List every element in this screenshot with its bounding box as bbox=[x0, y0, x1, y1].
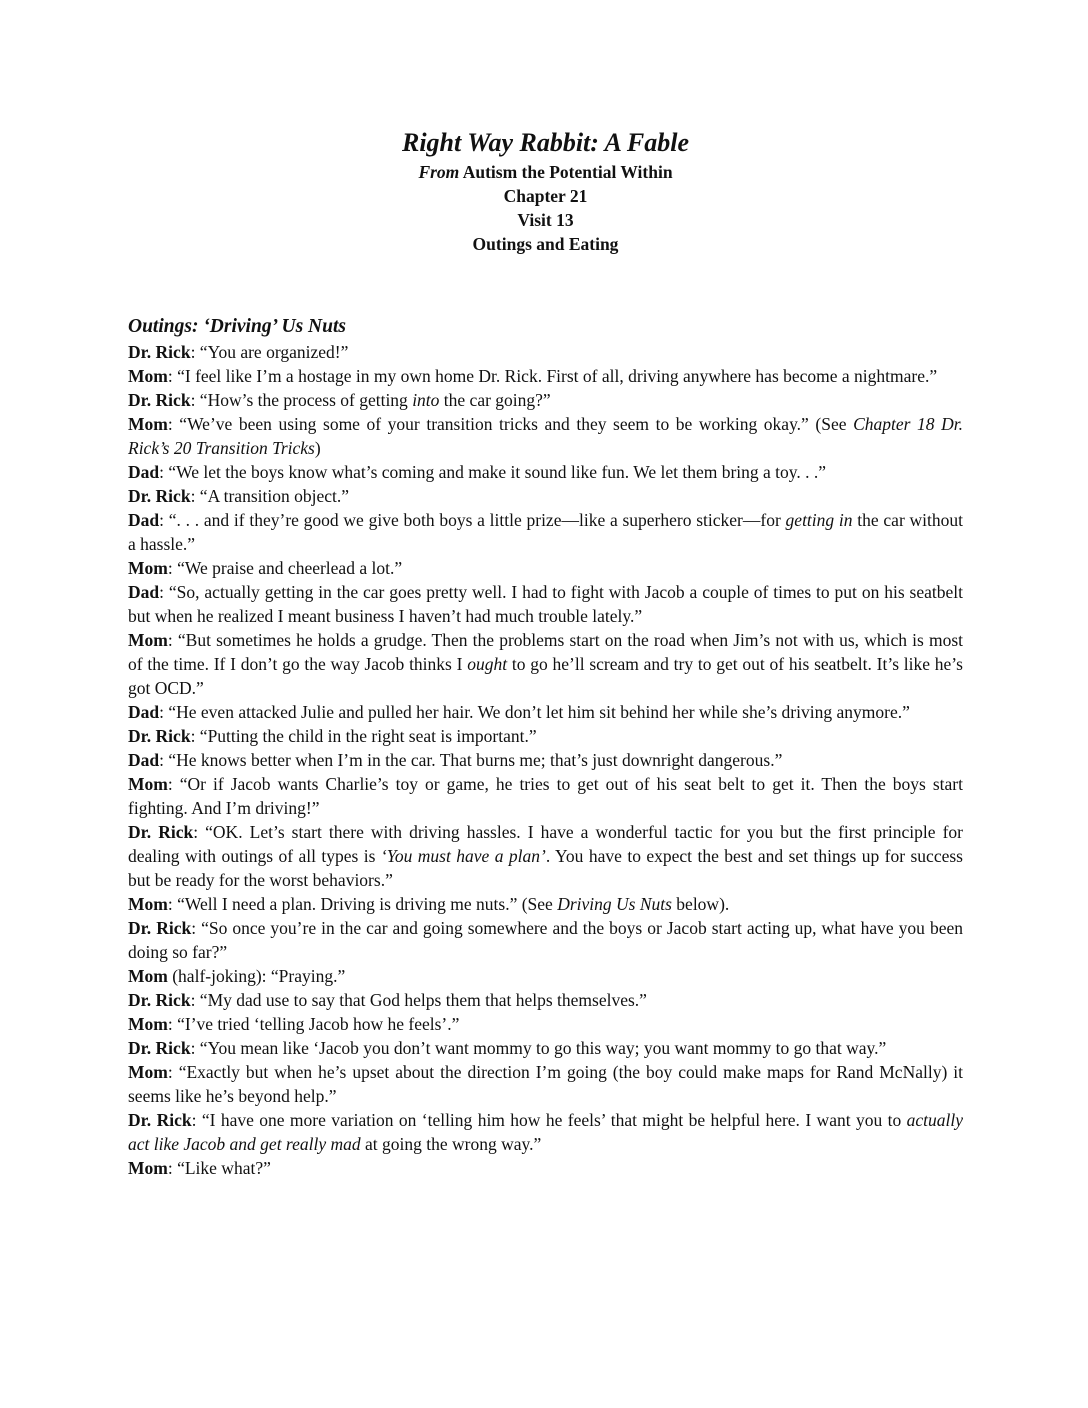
speaker-name: Mom bbox=[128, 558, 168, 578]
source-line bbox=[128, 160, 963, 184]
dialogue-text: (half-joking): “Praying.” bbox=[167, 966, 346, 986]
emphasis-text: ‘You must have a plan’ bbox=[380, 846, 546, 866]
speaker-name: Dr. Rick bbox=[128, 918, 192, 938]
chapter-line: Chapter 21 bbox=[503, 186, 588, 206]
dialogue-text: : “But sometimes he holds a grudge. Then the problems start on the road when Jim’s not with us, which is most of the time. If I don’t go the way Jacob thinks I bbox=[128, 630, 963, 674]
dialogue-line bbox=[128, 364, 963, 388]
speaker-name: Dr. Rick bbox=[128, 342, 191, 362]
emphasis-text: Chapter 18 Dr. Rick’s 20 Transition Tricks bbox=[128, 414, 964, 458]
emphasis-text: Driving Us Nuts bbox=[557, 894, 672, 914]
speaker-name: Dr. Rick bbox=[128, 1110, 192, 1130]
dialogue-line bbox=[128, 1156, 963, 1180]
dialogue-line bbox=[128, 724, 963, 748]
speaker-name: Dad bbox=[128, 702, 160, 722]
speaker-name: Dad bbox=[128, 462, 160, 482]
from-word: From bbox=[418, 162, 460, 182]
dialogue-line bbox=[128, 1012, 963, 1036]
speaker-name: Mom bbox=[128, 630, 168, 650]
dialogue-text: at going the wrong way.” bbox=[360, 1134, 542, 1154]
dialogue-line bbox=[128, 700, 963, 724]
dialogue-line bbox=[128, 412, 963, 460]
emphasis-text: ought bbox=[467, 654, 508, 674]
dialogue-text: : “You are organized!” bbox=[190, 342, 349, 362]
dialogue-text: : “My dad use to say that God helps them that helps themselves.” bbox=[190, 990, 647, 1010]
emphasis-text: getting in bbox=[785, 510, 853, 530]
dialogue-line bbox=[128, 460, 963, 484]
speaker-name: Mom bbox=[128, 366, 168, 386]
topic-line: Outings and Eating bbox=[472, 234, 619, 254]
speaker-name: Dr. Rick bbox=[128, 486, 191, 506]
speaker-name: Dr. Rick bbox=[128, 822, 194, 842]
speaker-name: Mom bbox=[128, 1062, 168, 1082]
dialogue-text: : “How’s the process of getting bbox=[190, 390, 413, 410]
dialogue-text: ) bbox=[314, 438, 321, 458]
dialogue-text: . You have to expect the best and set things up for success but be ready for the worst behaviors.” bbox=[128, 846, 963, 890]
dialogue-text: : “Or if Jacob wants Charlie’s toy or game, he tries to get out of his seat belt to get it. Then the boys start fighting. And I’m driving!” bbox=[128, 774, 963, 818]
document-title: Right Way Rabbit: A Fable bbox=[401, 128, 689, 157]
dialogue-text: : “I have one more variation on ‘telling him how he feels’ that might be helpful here. I want you to bbox=[191, 1110, 907, 1130]
speaker-name: Dr. Rick bbox=[128, 1038, 191, 1058]
emphasis-text: actually act like Jacob and get really mad bbox=[128, 1110, 963, 1154]
dialogue-text: : “So, actually getting in the car goes pretty well. I had to fight with Jacob a couple of times to put on his seatbelt but when he realized I meant business I haven’t had much trouble lately.” bbox=[128, 582, 963, 626]
source-title: Autism the Potential Within bbox=[459, 162, 673, 182]
visit-line: Visit 13 bbox=[517, 210, 574, 230]
document-header bbox=[128, 126, 963, 256]
dialogue-text: below). bbox=[671, 894, 730, 914]
dialogue-line bbox=[128, 916, 963, 964]
speaker-name: Dr. Rick bbox=[128, 390, 191, 410]
speaker-name: Mom bbox=[128, 1158, 168, 1178]
speaker-name: Mom bbox=[128, 774, 168, 794]
dialogue-line bbox=[128, 988, 963, 1012]
dialogue-line bbox=[128, 340, 963, 364]
dialogue-text: : “He knows better when I’m in the car. That burns me; that’s just downright dangerous.” bbox=[159, 750, 783, 770]
dialogue-line bbox=[128, 964, 963, 988]
speaker-name: Dad bbox=[128, 750, 160, 770]
dialogue-text: : “Well I need a plan. Driving is driving me nuts.” (See bbox=[167, 894, 558, 914]
speaker-name: Mom bbox=[128, 414, 168, 434]
dialogue-line bbox=[128, 1060, 963, 1108]
dialogue-line bbox=[128, 508, 963, 556]
dialogue-line bbox=[128, 484, 963, 508]
dialogue-line bbox=[128, 628, 963, 700]
dialogue-text: : “Exactly but when he’s upset about the direction I’m going (the boy could make maps for Rand McNally) it seems like he’s beyond help.” bbox=[128, 1062, 963, 1106]
dialogue-line bbox=[128, 1108, 963, 1156]
speaker-name: Mom bbox=[128, 966, 168, 986]
dialogue-text: : “OK. Let’s start there with driving hassles. I have a wonderful tactic for you but the first principle for dealing with outings of all types is bbox=[128, 822, 963, 866]
dialogue-line bbox=[128, 580, 963, 628]
speaker-name: Dr. Rick bbox=[128, 726, 191, 746]
dialogue-line bbox=[128, 748, 963, 772]
dialogue-text: the car without a hassle.” bbox=[128, 510, 964, 554]
speaker-name: Mom bbox=[128, 1014, 168, 1034]
dialogue-line bbox=[128, 892, 963, 916]
dialogue-body bbox=[128, 340, 963, 1180]
dialogue-line bbox=[128, 1036, 963, 1060]
dialogue-text: to go he’ll scream and try to get out of his seatbelt. It’s like he’s got OCD.” bbox=[128, 654, 963, 698]
section-heading: Outings: ‘Driving’ Us Nuts bbox=[128, 316, 346, 337]
dialogue-text: : “So once you’re in the car and going somewhere and the boys or Jacob start acting up, what have you been doing so far?” bbox=[128, 918, 963, 962]
emphasis-text: into bbox=[412, 390, 440, 410]
dialogue-text: : “. . . and if they’re good we give both boys a little prize—like a superhero sticker—for bbox=[159, 510, 786, 530]
speaker-name: Dad bbox=[128, 582, 160, 602]
dialogue-line bbox=[128, 772, 963, 820]
dialogue-text: : “We let the boys know what’s coming and make it sound like fun. We let them bring a toy. . .” bbox=[159, 462, 827, 482]
dialogue-line bbox=[128, 820, 963, 892]
dialogue-text: : “I feel like I’m a hostage in my own home Dr. Rick. First of all, driving anywhere has become a nightmare.” bbox=[167, 366, 938, 386]
document-page bbox=[128, 126, 963, 1180]
dialogue-text: : “Like what?” bbox=[167, 1158, 271, 1178]
speaker-name: Mom bbox=[128, 894, 168, 914]
dialogue-text: : “I’ve tried ‘telling Jacob how he feels’.” bbox=[167, 1014, 460, 1034]
dialogue-line bbox=[128, 556, 963, 580]
dialogue-text: : “Putting the child in the right seat is important.” bbox=[190, 726, 537, 746]
speaker-name: Dr. Rick bbox=[128, 990, 191, 1010]
dialogue-text: : “We praise and cheerlead a lot.” bbox=[167, 558, 403, 578]
dialogue-text: : “He even attacked Julie and pulled her hair. We don’t let him sit behind her while she’s driving anymore.” bbox=[159, 702, 910, 722]
dialogue-text: : “You mean like ‘Jacob you don’t want mommy to go this way; you want mommy to go that way.” bbox=[190, 1038, 887, 1058]
dialogue-line bbox=[128, 388, 963, 412]
dialogue-text: the car going?” bbox=[439, 390, 551, 410]
speaker-name: Dad bbox=[128, 510, 160, 530]
dialogue-text: : “A transition object.” bbox=[190, 486, 349, 506]
dialogue-text: : “We’ve been using some of your transition tricks and they seem to be working okay.” (See bbox=[167, 414, 854, 434]
